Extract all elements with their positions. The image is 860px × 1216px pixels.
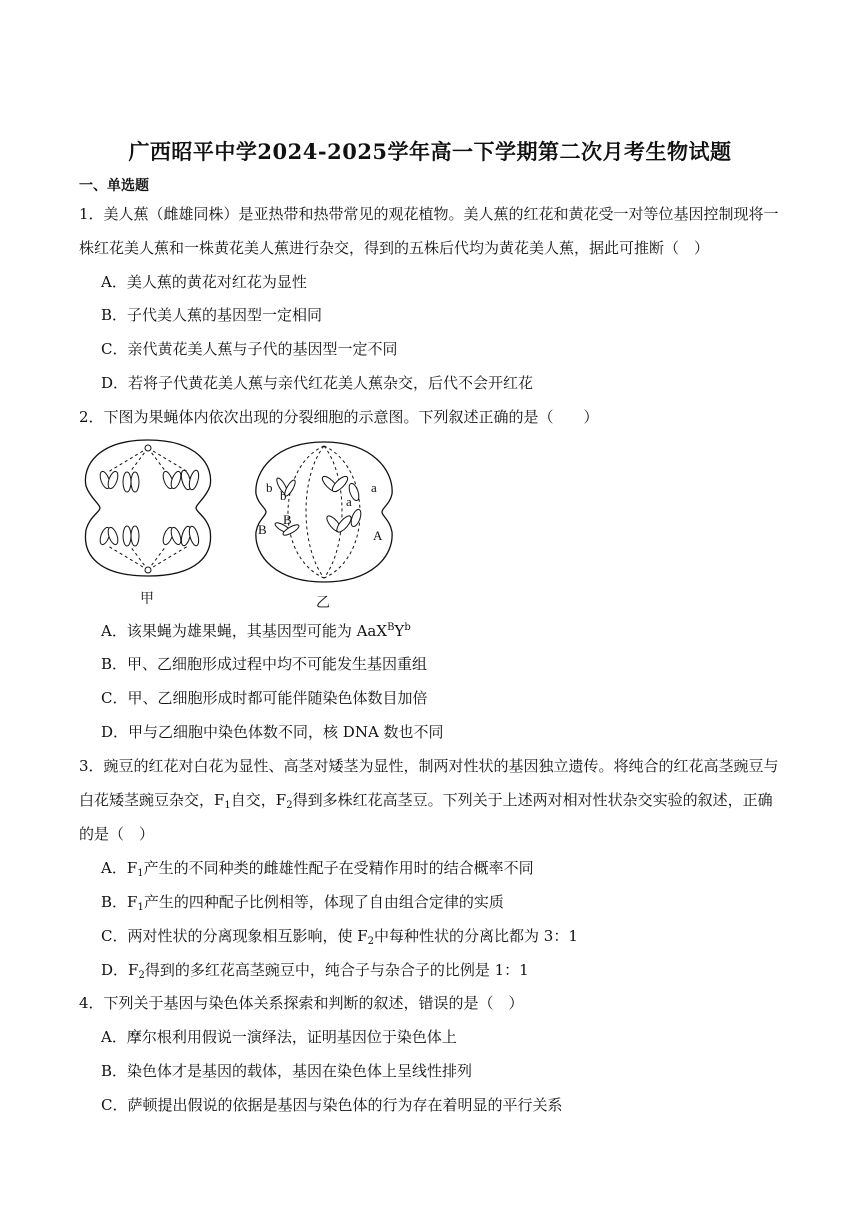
q2-option-b: B．甲、乙细胞形成过程中均不可能发生基因重组	[101, 655, 428, 673]
q2-option-a-text: A．该果蝇为雄果蝇，其基因型可能为 AaX	[101, 622, 388, 640]
q3-option-c-sub: 2	[367, 936, 375, 947]
q1-stem-line-1: 1．美人蕉（雌雄同株）是亚热带和热带常见的观花植物。美人蕉的红花和黄花受一对等位基因控制现将一	[79, 205, 779, 223]
spindle-jia	[108, 448, 188, 570]
q3-stem-sub-2: 2	[286, 800, 293, 811]
q3-stem-line-1: 3．豌豆的红花对白花为显性、高茎对矮茎为显性，制两对性状的基因独立遗传。将纯合的红花高茎豌豆与	[79, 757, 779, 775]
q3-option-d-pre: D．F	[101, 961, 139, 979]
gene-label-A: A	[373, 528, 383, 543]
q1-stem-line-2: 株红花美人蕉和一株黄花美人蕉进行杂交，得到的五株后代均为黄花美人蕉，据此可推断（ ）	[79, 239, 710, 257]
q3-option-a-post: 产生的不同种类的雌雄性配子在受精作用时的结合概率不同	[143, 859, 534, 877]
exam-title: 广西昭平中学2024-2025学年高一下学期第二次月考生物试题	[128, 139, 732, 164]
q3-option-a-pre: A．F	[101, 859, 138, 877]
q2-option-a-mid: Y	[394, 622, 405, 640]
q3-option-a-sub: 1	[137, 868, 144, 879]
q3-stem-part-2: 自交，F	[230, 791, 287, 809]
q1-option-b: B．子代美人蕉的基因型一定相同	[101, 306, 323, 324]
cell-jia-outline	[85, 440, 210, 576]
q2-option-a-sup-2: b	[404, 622, 411, 633]
q3-stem-line-3: 的是（ ）	[79, 825, 155, 843]
q4-stem-line-1: 4．下列关于基因与染色体关系探索和判断的叙述，错误的是（ ）	[79, 994, 524, 1012]
q2-stem-line-1: 2．下图为果蝇体内依次出现的分裂细胞的示意图。下列叙述正确的是（ ）	[79, 408, 599, 426]
q3-option-c-pre: C．两对性状的分离现象相互影响，使 F	[101, 927, 368, 945]
q3-option-c-post: 中每种性状的分离比都为 3：1	[374, 927, 578, 945]
q3-option-b-post: 产生的四种配子比例相等，体现了自由组合定律的实质	[143, 893, 504, 911]
q3-stem-part-1: 白花矮茎豌豆杂交，F	[79, 791, 225, 809]
q3-option-d-sub: 2	[138, 970, 145, 981]
q3-option-a	[101, 857, 534, 879]
q2-option-a-sup-1: B	[387, 622, 395, 633]
q2-option-d: D．甲与乙细胞中染色体数不同，核 DNA 数也不同	[101, 723, 444, 741]
chromosomes-jia-bottom	[98, 525, 200, 546]
gene-label-a-2: a	[346, 494, 352, 509]
figure-label-yi: 乙	[316, 595, 330, 611]
q4-option-b: B．染色体才是基因的载体，基因在染色体上呈线性排列	[101, 1062, 473, 1080]
q3-option-d	[101, 959, 529, 981]
q1-option-a: A．美人蕉的黄花对红花为显性	[101, 273, 307, 291]
q3-stem-sub-1: 1	[224, 800, 231, 811]
gene-label-B-2: B	[258, 522, 267, 537]
gene-label-b-2: b	[280, 488, 287, 503]
q1-option-c: C．亲代黄花美人蕉与子代的基因型一定不同	[101, 340, 398, 358]
cell-diagram-svg	[78, 436, 398, 614]
q4-option-a: A．摩尔根利用假说一演绎法，证明基因位于染色体上	[101, 1028, 457, 1046]
cell-division-figure	[78, 436, 398, 614]
q3-option-b	[101, 891, 504, 913]
cell-yi-outline	[256, 442, 392, 582]
centriole-jia-bottom	[145, 567, 151, 573]
centriole-jia-top	[145, 445, 151, 451]
gene-label-a-1: a	[371, 480, 377, 495]
gene-label-b-1: b	[266, 480, 273, 495]
q3-option-b-pre: B．F	[101, 893, 138, 911]
section-heading: 一、单选题	[79, 178, 149, 194]
q1-option-d: D．若将子代黄花美人蕉与亲代红花美人蕉杂交，后代不会开红花	[101, 374, 534, 392]
q3-option-d-post: 得到的多红花高茎豌豆中，纯合子与杂合子的比例是 1：1	[144, 961, 529, 979]
chromosomes-jia-top	[98, 469, 200, 492]
spindle-yi	[288, 446, 360, 578]
q3-option-b-sub: 1	[137, 902, 144, 913]
figure-label-jia: 甲	[140, 591, 154, 607]
q2-option-a	[101, 620, 411, 641]
q3-stem-line-2	[79, 789, 784, 811]
q3-option-c	[101, 925, 578, 947]
q3-stem-part-3: 得到多株红花高茎豆。下列关于上述两对相对性状杂交实验的叙述，正确	[292, 791, 773, 809]
q2-option-c: C．甲、乙细胞形成时都可能伴随染色体数目加倍	[101, 689, 428, 707]
q4-option-c: C．萨顿提出假说的依据是基因与染色体的行为存在着明显的平行关系	[101, 1096, 563, 1114]
gene-label-B-1: B	[283, 512, 292, 527]
